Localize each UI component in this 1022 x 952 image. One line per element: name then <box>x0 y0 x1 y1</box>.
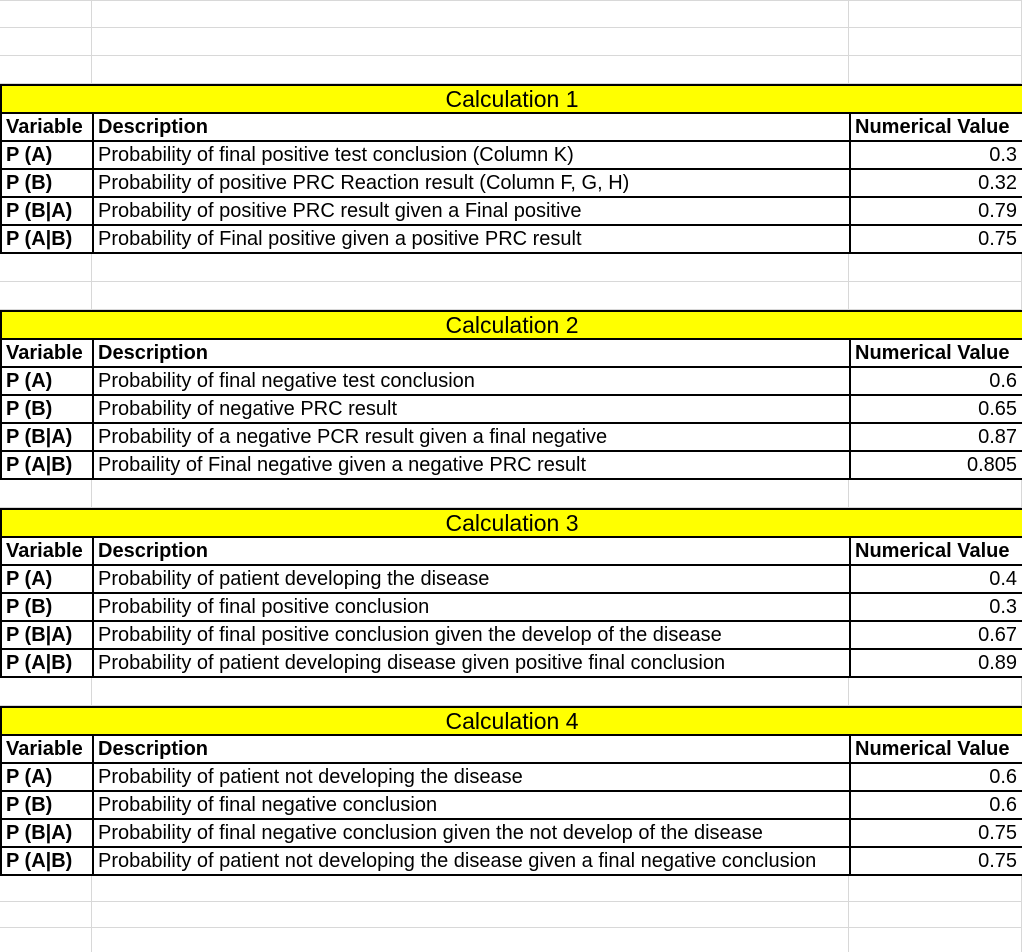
description-cell[interactable]: Probability of final positive test conclusion (Column K) <box>93 141 850 169</box>
empty-cell[interactable] <box>92 56 849 84</box>
value-cell[interactable]: 0.65 <box>850 395 1022 423</box>
table-row <box>1 621 1022 649</box>
description-cell[interactable]: Probability of positive PRC Reaction result (Column F, G, H) <box>93 169 850 197</box>
empty-cell[interactable] <box>92 282 849 310</box>
table-row <box>1 593 1022 621</box>
empty-cell[interactable] <box>849 902 1022 928</box>
spreadsheet-row <box>0 56 1022 84</box>
description-cell[interactable]: Probability of patient not developing the disease <box>93 763 850 791</box>
spreadsheet-row <box>0 480 1022 508</box>
calc-table-2 <box>0 310 1022 480</box>
table-header-row <box>1 339 1022 367</box>
variable-header-cell[interactable]: Variable <box>1 113 93 141</box>
table-title-row <box>1 707 1022 735</box>
empty-cell[interactable] <box>849 282 1022 310</box>
table-row <box>1 197 1022 225</box>
variable-header-cell[interactable]: Variable <box>1 339 93 367</box>
empty-cell[interactable] <box>92 902 849 928</box>
spreadsheet-row <box>0 902 1022 928</box>
spreadsheet-row <box>0 928 1022 952</box>
spreadsheet-row <box>0 28 1022 56</box>
variable-header-cell[interactable]: Variable <box>1 537 93 565</box>
empty-cell[interactable] <box>92 876 849 902</box>
value-cell[interactable]: 0.75 <box>850 847 1022 875</box>
empty-cell[interactable] <box>0 282 92 310</box>
variable-cell[interactable]: P (A) <box>1 367 93 395</box>
table-row <box>1 141 1022 169</box>
value-cell[interactable]: 0.6 <box>850 791 1022 819</box>
value-cell[interactable]: 0.67 <box>850 621 1022 649</box>
table-row <box>1 763 1022 791</box>
description-cell[interactable]: Probability of final negative conclusion given the not develop of the disease <box>93 819 850 847</box>
empty-cell[interactable] <box>849 254 1022 282</box>
variable-cell[interactable]: P (A|B) <box>1 847 93 875</box>
empty-cell[interactable] <box>92 254 849 282</box>
variable-cell[interactable]: P (B) <box>1 791 93 819</box>
value-cell[interactable]: 0.6 <box>850 763 1022 791</box>
description-header-cell[interactable]: Description <box>93 537 850 565</box>
description-header-cell[interactable]: Description <box>93 735 850 763</box>
calc-table-1 <box>0 84 1022 254</box>
value-cell[interactable]: 0.3 <box>850 141 1022 169</box>
value-cell[interactable]: 0.87 <box>850 423 1022 451</box>
empty-cell[interactable] <box>0 480 92 508</box>
variable-cell[interactable]: P (B|A) <box>1 621 93 649</box>
description-cell[interactable]: Probability of final negative conclusion <box>93 791 850 819</box>
calc-table-3 <box>0 508 1022 678</box>
value-cell[interactable]: 0.79 <box>850 197 1022 225</box>
variable-cell[interactable]: P (B|A) <box>1 197 93 225</box>
value-cell[interactable]: 0.4 <box>850 565 1022 593</box>
empty-cell[interactable] <box>849 678 1022 706</box>
spreadsheet-row <box>0 0 1022 28</box>
calc-title-cell[interactable]: Calculation 3 <box>1 509 1022 537</box>
table-title-row <box>1 311 1022 339</box>
description-cell[interactable]: Probability of patient developing the disease <box>93 565 850 593</box>
description-cell[interactable]: Probability of final positive conclusion <box>93 593 850 621</box>
table-row <box>1 847 1022 875</box>
empty-cell[interactable] <box>849 56 1022 84</box>
empty-cell[interactable] <box>849 928 1022 952</box>
variable-cell[interactable]: P (A|B) <box>1 225 93 253</box>
table-row <box>1 225 1022 253</box>
table-row <box>1 791 1022 819</box>
value-header-cell[interactable]: Numerical Value <box>850 339 1022 367</box>
description-cell[interactable]: Probability of positive PRC result given a Final positive <box>93 197 850 225</box>
empty-cell[interactable] <box>92 928 849 952</box>
empty-cell[interactable] <box>0 56 92 84</box>
variable-cell[interactable]: P (A|B) <box>1 649 93 677</box>
description-cell[interactable]: Probability of Final positive given a positive PRC result <box>93 225 850 253</box>
description-cell[interactable]: Probability of patient not developing the disease given a final negative conclusion <box>93 847 850 875</box>
value-header-cell[interactable]: Numerical Value <box>850 735 1022 763</box>
variable-cell[interactable]: P (B) <box>1 593 93 621</box>
empty-cell[interactable] <box>0 876 92 902</box>
empty-cell[interactable] <box>0 254 92 282</box>
empty-cell[interactable] <box>849 876 1022 902</box>
variable-cell[interactable]: P (B|A) <box>1 819 93 847</box>
empty-cell[interactable] <box>92 480 849 508</box>
value-cell[interactable]: 0.6 <box>850 367 1022 395</box>
empty-cell[interactable] <box>0 928 92 952</box>
variable-cell[interactable]: P (A) <box>1 565 93 593</box>
value-cell[interactable]: 0.3 <box>850 593 1022 621</box>
description-cell[interactable]: Probability of final positive conclusion given the develop of the disease <box>93 621 850 649</box>
empty-cell[interactable] <box>849 480 1022 508</box>
description-cell[interactable]: Probability of final negative test conclusion <box>93 367 850 395</box>
spreadsheet-row <box>0 876 1022 902</box>
calc-title-cell[interactable]: Calculation 4 <box>1 707 1022 735</box>
table-row <box>1 649 1022 677</box>
table-title-row <box>1 85 1022 113</box>
description-cell[interactable]: Probaility of Final negative given a negative PRC result <box>93 451 850 479</box>
table-title-row <box>1 509 1022 537</box>
empty-cell[interactable] <box>92 28 849 56</box>
description-cell[interactable]: Probability of a negative PCR result given a final negative <box>93 423 850 451</box>
variable-header-cell[interactable]: Variable <box>1 735 93 763</box>
empty-cell[interactable] <box>0 0 92 28</box>
calc-title-cell[interactable]: Calculation 1 <box>1 85 1022 113</box>
table-header-row <box>1 735 1022 763</box>
spreadsheet-row <box>0 282 1022 310</box>
spreadsheet-row <box>0 254 1022 282</box>
variable-cell[interactable]: P (B) <box>1 169 93 197</box>
value-cell[interactable]: 0.75 <box>850 819 1022 847</box>
variable-cell[interactable]: P (A) <box>1 763 93 791</box>
table-row <box>1 395 1022 423</box>
table-row <box>1 451 1022 479</box>
table-row <box>1 367 1022 395</box>
value-header-cell[interactable]: Numerical Value <box>850 113 1022 141</box>
table-header-row <box>1 113 1022 141</box>
value-cell[interactable]: 0.805 <box>850 451 1022 479</box>
value-cell[interactable]: 0.75 <box>850 225 1022 253</box>
empty-cell[interactable] <box>849 0 1022 28</box>
empty-cell[interactable] <box>849 28 1022 56</box>
table-row <box>1 819 1022 847</box>
variable-cell[interactable]: P (A) <box>1 141 93 169</box>
spreadsheet-row <box>0 678 1022 706</box>
table-row <box>1 423 1022 451</box>
calc-title-cell[interactable]: Calculation 2 <box>1 311 1022 339</box>
variable-cell[interactable]: P (A|B) <box>1 451 93 479</box>
empty-cell[interactable] <box>92 0 849 28</box>
description-cell[interactable]: Probability of negative PRC result <box>93 395 850 423</box>
empty-cell[interactable] <box>0 902 92 928</box>
description-header-cell[interactable]: Description <box>93 113 850 141</box>
description-header-cell[interactable]: Description <box>93 339 850 367</box>
empty-cell[interactable] <box>0 678 92 706</box>
empty-cell[interactable] <box>0 28 92 56</box>
value-cell[interactable]: 0.32 <box>850 169 1022 197</box>
table-row <box>1 565 1022 593</box>
variable-cell[interactable]: P (B|A) <box>1 423 93 451</box>
value-cell[interactable]: 0.89 <box>850 649 1022 677</box>
value-header-cell[interactable]: Numerical Value <box>850 537 1022 565</box>
description-cell[interactable]: Probability of patient developing disease given positive final conclusion <box>93 649 850 677</box>
empty-cell[interactable] <box>92 678 849 706</box>
calc-table-4 <box>0 706 1022 876</box>
table-row <box>1 169 1022 197</box>
variable-cell[interactable]: P (B) <box>1 395 93 423</box>
table-header-row <box>1 537 1022 565</box>
